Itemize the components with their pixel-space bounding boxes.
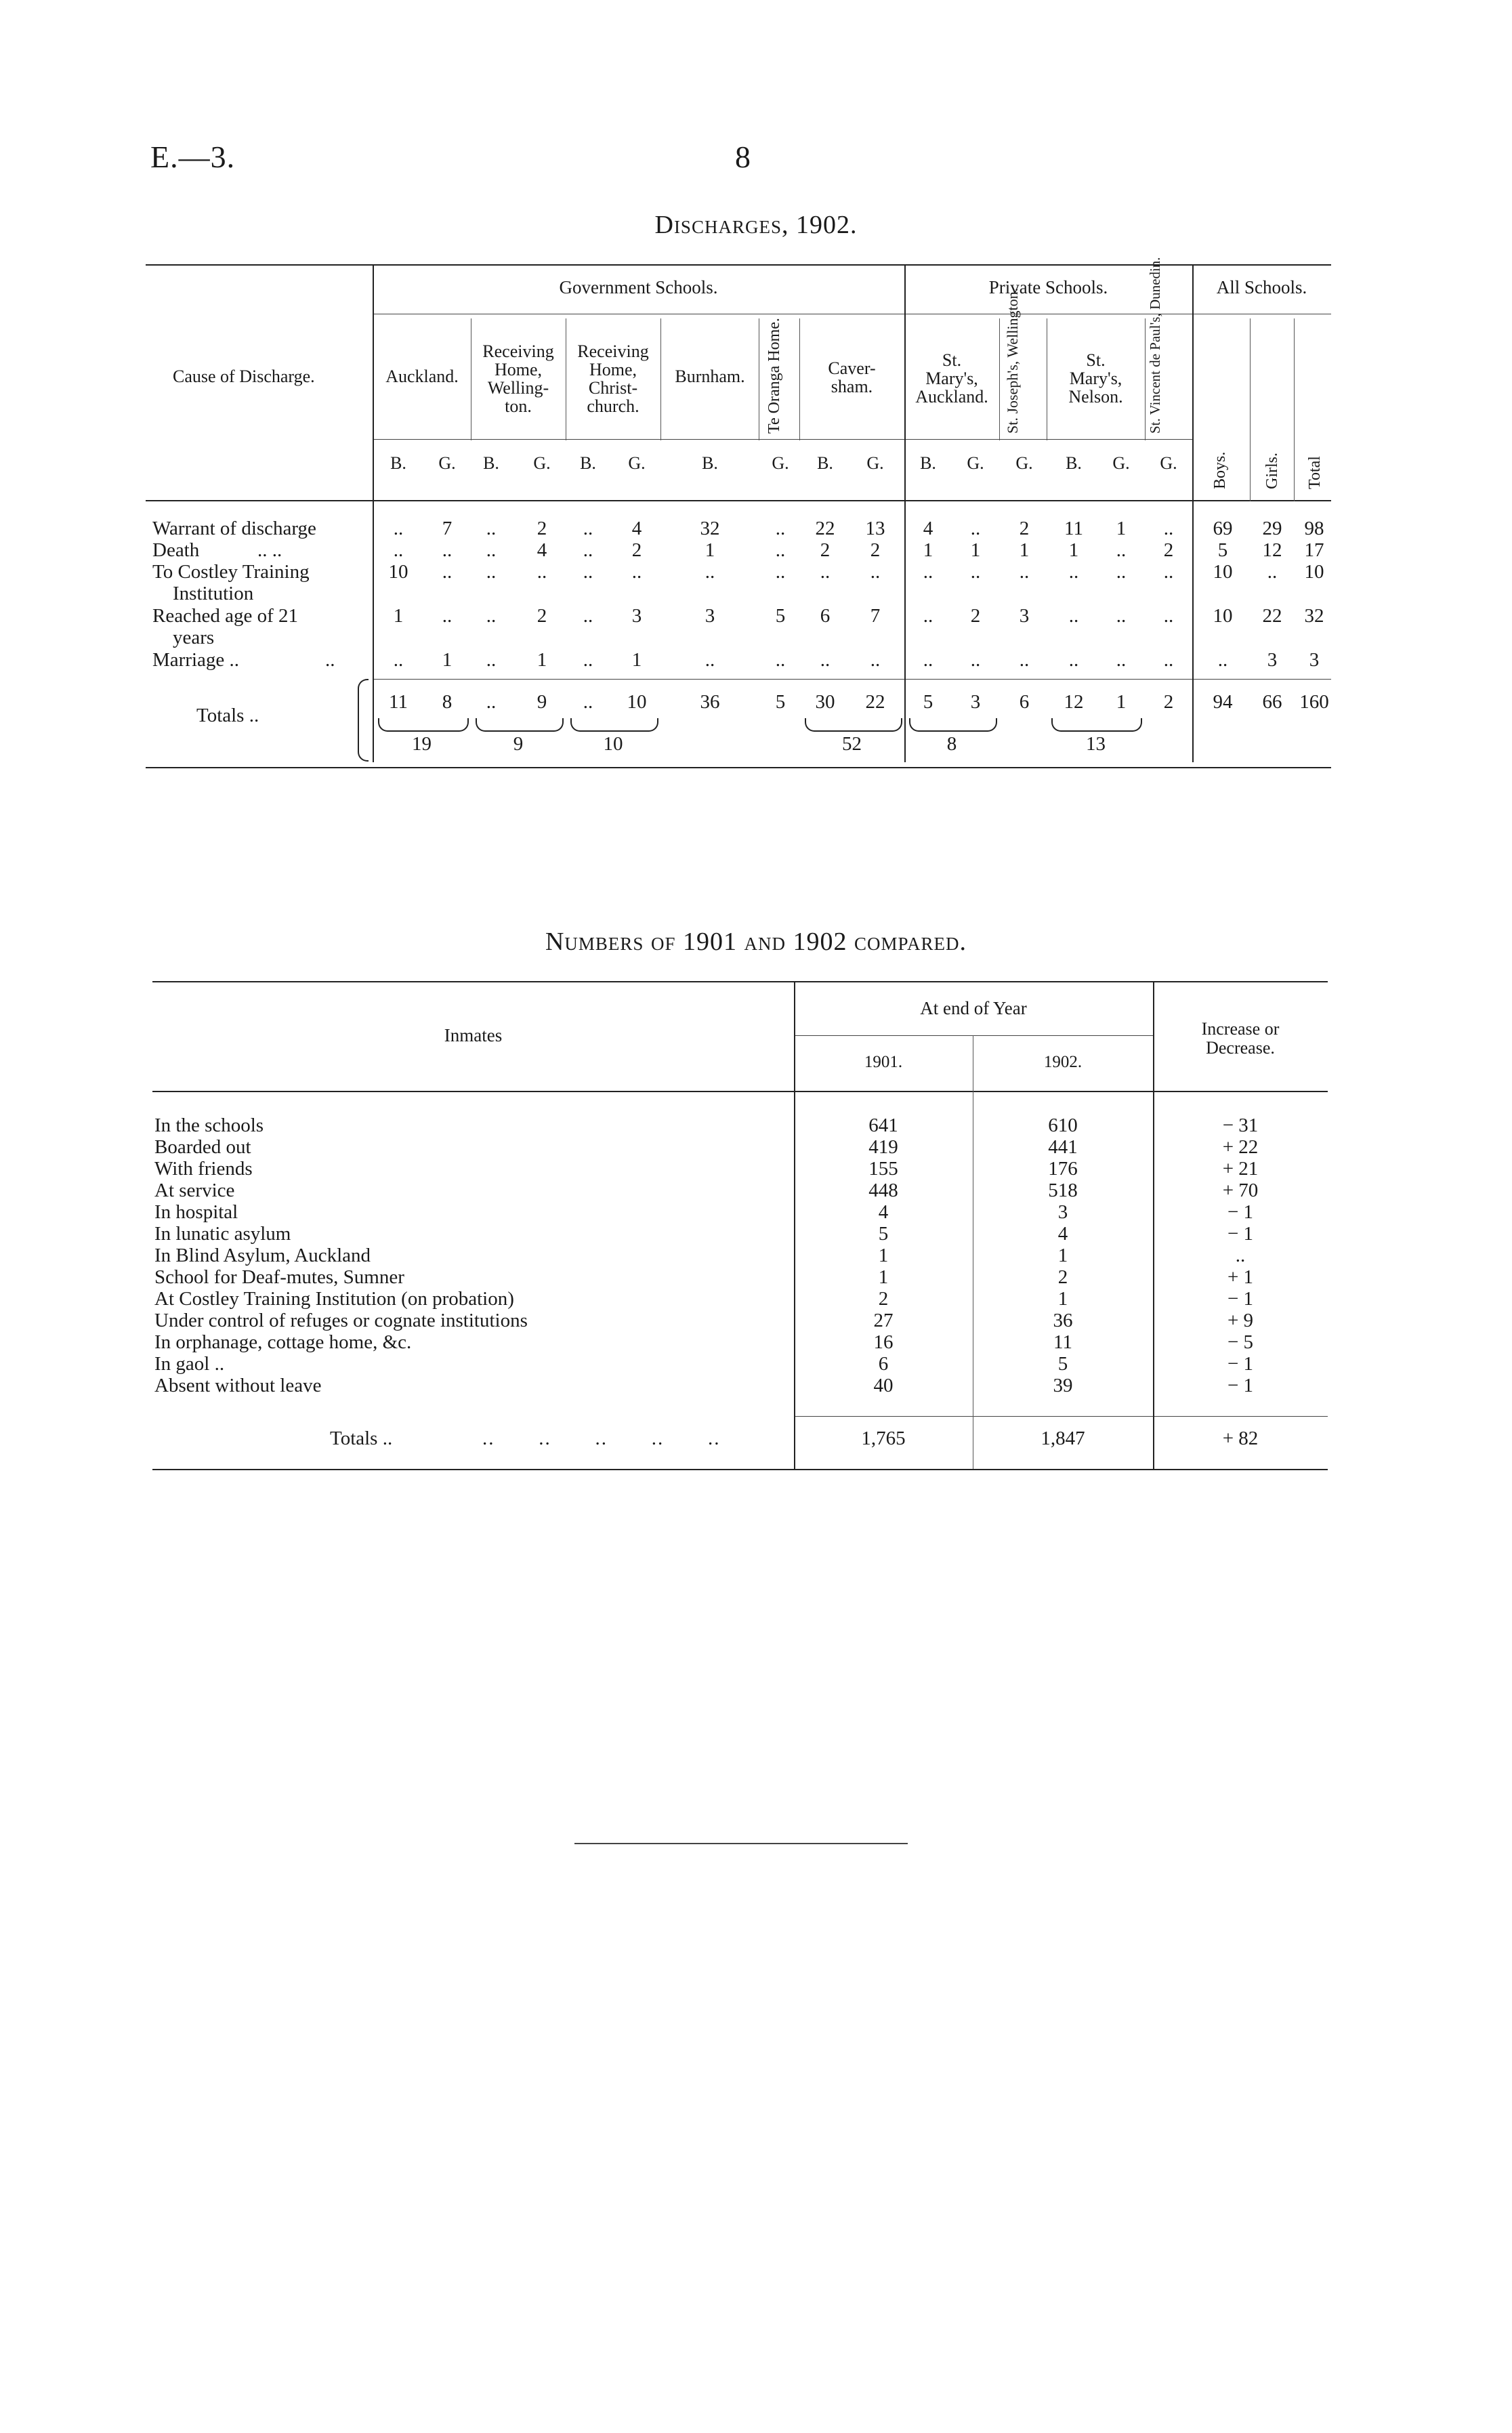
discharge-value-cell: 5 [775, 605, 786, 627]
discharge-value-cell: 2 [1163, 539, 1174, 561]
inmate-category-label: At service [154, 1180, 235, 1201]
discharge-cause-label: To Costley Training [152, 561, 310, 583]
discharge-value-cell: 7 [442, 518, 453, 539]
document-reference: E.—3. [150, 140, 236, 174]
column-girls: Girls. [1263, 453, 1281, 489]
value-1901: 155 [868, 1158, 898, 1180]
discharge-value-cell: .. [583, 518, 593, 539]
total-1901: 1,765 [861, 1428, 906, 1449]
page-number: 8 [735, 140, 751, 174]
discharge-value-cell: .. [583, 539, 593, 561]
discharge-value-cell: .. [923, 605, 933, 627]
discharge-value-cell: .. [486, 518, 497, 539]
inmate-category-label: Boarded out [154, 1136, 251, 1158]
at-end-of-year-header: At end of Year [920, 998, 1027, 1018]
sex-subheading: G. [628, 453, 646, 473]
discharge-value-cell: 3 [1019, 605, 1030, 627]
value-change: + 21 [1222, 1158, 1259, 1180]
value-1902: 441 [1048, 1136, 1078, 1158]
discharge-value-cell: .. [583, 561, 593, 583]
value-change: − 1 [1227, 1201, 1254, 1223]
sex-subheading: G. [1112, 453, 1130, 473]
discharge-value-cell: 10 [1304, 561, 1324, 583]
value-1902: 3 [1057, 1201, 1068, 1223]
subtotal-caversham: 52 [842, 733, 862, 755]
value-1902: 1 [1057, 1245, 1068, 1266]
inmate-category-label: School for Deaf-mutes, Sumner [154, 1266, 404, 1288]
subtotal-wellington: 9 [513, 733, 524, 755]
school-st-josephs-wellington: St. Joseph's, Wellington. [1004, 287, 1021, 434]
discharge-value-cell: .. [442, 539, 453, 561]
discharge-value-cell: .. [537, 561, 547, 583]
value-1901: 448 [868, 1180, 898, 1201]
school-te-oranga-home: Te Oranga Home. [765, 318, 783, 434]
bottom-rule [146, 767, 1331, 768]
comparison-totals-leader: .. .. .. .. .. [482, 1428, 721, 1449]
inmates-header: Inmates [444, 1025, 503, 1045]
inmate-category-label: At Costley Training Institution (on probation) [154, 1288, 514, 1310]
value-change: .. [1235, 1245, 1246, 1266]
discharge-value-cell: 5 [1217, 539, 1228, 561]
discharge-value-cell: .. [1116, 605, 1127, 627]
discharge-cause-label: Death [152, 539, 200, 561]
sex-subheading: B. [1066, 453, 1082, 473]
discharge-value-cell: .. [1116, 649, 1127, 671]
totals-brace [358, 679, 369, 762]
sex-subheading: G. [967, 453, 984, 473]
school-burnham: Burnham. [675, 367, 745, 386]
discharge-value-cell: .. [775, 518, 786, 539]
school-auckland: Auckland. [385, 367, 459, 386]
discharges-title: Discharges, 1902. [654, 211, 858, 239]
discharge-value-cell: .. [775, 649, 786, 671]
discharge-value-cell: 2 [870, 539, 881, 561]
discharge-value-cell: .. [1163, 518, 1174, 539]
value-1901: 641 [868, 1115, 898, 1136]
value-1902: 518 [1048, 1180, 1078, 1201]
value-1902: 4 [1057, 1223, 1068, 1245]
discharge-value-cell: 22 [815, 518, 835, 539]
cause-of-discharge-header: Cause of Discharge. [173, 367, 315, 386]
discharge-value-cell: 69 [1213, 518, 1233, 539]
header-bottom-rule [146, 500, 1331, 501]
discharge-value-cell: 6 [820, 605, 831, 627]
subtotal-auckland: 19 [412, 733, 432, 755]
discharge-value-cell: 32 [1304, 605, 1324, 627]
discharge-value-cell: .. [1163, 561, 1174, 583]
discharge-total-cell: 3 [970, 691, 981, 713]
discharge-total-cell: 5 [923, 691, 933, 713]
sex-subheading: G. [533, 453, 551, 473]
discharge-value-cell: 3 [705, 605, 715, 627]
discharge-value-cell: 1 [970, 539, 981, 561]
sex-subheading: G. [772, 453, 789, 473]
value-change: − 1 [1227, 1375, 1254, 1396]
sex-subheading: G. [1160, 453, 1177, 473]
discharge-value-cell: .. [1068, 561, 1079, 583]
discharge-value-cell: 2 [1019, 518, 1030, 539]
discharge-total-cell: 30 [815, 691, 835, 713]
discharge-value-cell: 98 [1304, 518, 1324, 539]
discharge-total-cell: 8 [442, 691, 453, 713]
discharge-value-cell: .. [970, 649, 981, 671]
value-change: − 1 [1227, 1288, 1254, 1310]
discharge-value-cell: .. [1019, 561, 1030, 583]
discharge-value-cell: .. [583, 605, 593, 627]
discharge-value-cell: .. [1068, 605, 1079, 627]
discharge-value-cell: 22 [1262, 605, 1282, 627]
discharge-value-cell: 4 [631, 518, 642, 539]
subhead-rule [373, 439, 1192, 440]
discharge-total-cell: 66 [1262, 691, 1282, 713]
value-change: − 5 [1227, 1331, 1254, 1353]
discharge-total-cell: 9 [537, 691, 547, 713]
discharge-value-cell: .. [820, 649, 831, 671]
school-st-marys-auckland: St. Mary's, Auckland. [915, 350, 988, 407]
discharge-cause-label: Reached age of 21 [152, 605, 298, 627]
subtotal-christchurch: 10 [603, 733, 623, 755]
subtotal-st-marys-nelson: 13 [1086, 733, 1106, 755]
discharge-value-cell: .. [486, 649, 497, 671]
discharge-total-cell: 94 [1213, 691, 1233, 713]
discharge-value-cell: .. [442, 561, 453, 583]
school-st-marys-nelson: St. Mary's, Nelson. [1068, 350, 1123, 407]
value-1902: 1 [1057, 1288, 1068, 1310]
value-change: + 1 [1227, 1266, 1254, 1288]
discharge-total-cell: 160 [1299, 691, 1329, 713]
discharge-value-cell: 2 [970, 605, 981, 627]
discharge-value-cell: 12 [1262, 539, 1282, 561]
value-1902: 2 [1057, 1266, 1068, 1288]
group-government-schools: Government Schools. [559, 277, 718, 297]
total-1902: 1,847 [1041, 1428, 1085, 1449]
discharge-cause-label-cont: .. [325, 649, 335, 671]
discharge-total-cell: .. [486, 691, 497, 713]
value-change: − 1 [1227, 1223, 1254, 1245]
discharge-value-cell: 10 [1213, 561, 1233, 583]
discharge-value-cell: 7 [870, 605, 881, 627]
column-boys: Boys. [1211, 451, 1229, 489]
discharge-value-cell: 17 [1304, 539, 1324, 561]
discharge-value-cell: .. [486, 539, 497, 561]
discharge-total-cell: 12 [1064, 691, 1084, 713]
inmate-category-label: In the schools [154, 1115, 264, 1136]
value-1901: 16 [873, 1331, 894, 1353]
discharge-value-cell: 1 [1116, 518, 1127, 539]
discharge-value-cell: .. [923, 649, 933, 671]
sex-subheading: G. [1015, 453, 1033, 473]
totals-rule [373, 679, 1331, 680]
discharge-value-cell: 1 [1068, 539, 1079, 561]
discharge-value-cell: .. [393, 539, 404, 561]
discharge-value-cell: .. [486, 561, 497, 583]
discharge-value-cell: .. [1116, 561, 1127, 583]
value-1901: 1 [878, 1245, 889, 1266]
discharge-value-cell: .. [870, 649, 881, 671]
sex-subheading: B. [920, 453, 936, 473]
discharge-value-cell: 1 [442, 649, 453, 671]
value-change: + 9 [1227, 1310, 1254, 1331]
discharge-value-cell: .. [486, 605, 497, 627]
discharge-value-cell: .. [631, 561, 642, 583]
discharge-cause-label-cont: .. .. [257, 539, 282, 561]
discharge-total-cell: 6 [1019, 691, 1030, 713]
year-1902-header: 1902. [1043, 1053, 1083, 1071]
value-1901: 2 [878, 1288, 889, 1310]
increase-decrease-header: Increase or Decrease. [1201, 1019, 1280, 1058]
discharge-value-cell: 32 [700, 518, 720, 539]
value-1902: 176 [1048, 1158, 1078, 1180]
discharge-value-cell: 4 [923, 518, 933, 539]
section-end-rule [574, 1843, 908, 1844]
discharge-cause-label-cont: years [173, 627, 215, 648]
value-1901: 27 [873, 1310, 894, 1331]
sex-subheading: B. [580, 453, 596, 473]
discharge-value-cell: 29 [1262, 518, 1282, 539]
discharge-value-cell: .. [1163, 649, 1174, 671]
discharge-value-cell: .. [923, 561, 933, 583]
school-receiving-home-christchurch: Receiving Home, Christ- church. [577, 341, 649, 416]
discharge-value-cell: 1 [1019, 539, 1030, 561]
discharge-value-cell: .. [583, 649, 593, 671]
value-1902: 36 [1053, 1310, 1073, 1331]
value-1901: 40 [873, 1375, 894, 1396]
discharge-value-cell: .. [970, 518, 981, 539]
value-1901: 4 [878, 1201, 889, 1223]
sex-subheading: B. [817, 453, 833, 473]
discharge-value-cell: .. [970, 561, 981, 583]
totals-label: Totals .. [196, 705, 259, 726]
discharge-value-cell: .. [1217, 649, 1228, 671]
discharge-value-cell: 10 [1213, 605, 1233, 627]
discharge-cause-label: Warrant of discharge [152, 518, 316, 539]
discharge-value-cell: 3 [1267, 649, 1278, 671]
inmate-category-label: In orphanage, cottage home, &c. [154, 1331, 412, 1353]
value-1902: 610 [1048, 1115, 1078, 1136]
discharge-value-cell: .. [1068, 649, 1079, 671]
discharge-value-cell: .. [1163, 605, 1174, 627]
value-1901: 1 [878, 1266, 889, 1288]
value-1901: 6 [878, 1353, 889, 1375]
inmate-category-label: Under control of refuges or cognate institutions [154, 1310, 528, 1331]
inmate-category-label: With friends [154, 1158, 253, 1180]
subtotal-st-marys-auckland: 8 [946, 733, 957, 755]
discharge-value-cell: .. [442, 605, 453, 627]
sex-subheading: B. [390, 453, 406, 473]
discharge-value-cell: 1 [537, 649, 547, 671]
total-change: + 82 [1222, 1428, 1259, 1449]
discharge-value-cell: 1 [923, 539, 933, 561]
value-1901: 419 [868, 1136, 898, 1158]
inmate-category-label: In Blind Asylum, Auckland [154, 1245, 371, 1266]
discharge-value-cell: 1 [705, 539, 715, 561]
discharge-value-cell: .. [775, 539, 786, 561]
inmate-category-label: In lunatic asylum [154, 1223, 291, 1245]
discharge-value-cell: 3 [1309, 649, 1320, 671]
discharge-value-cell: .. [820, 561, 831, 583]
discharge-total-cell: .. [583, 691, 593, 713]
school-st-vincent-de-pauls-dunedin: St. Vincent de Paul's, Dunedin. [1147, 257, 1163, 434]
value-change: + 22 [1222, 1136, 1259, 1158]
group-private-schools: Private Schools. [988, 277, 1108, 297]
inmate-category-label: In hospital [154, 1201, 238, 1223]
discharge-cause-label: Marriage .. [152, 649, 240, 671]
school-receiving-home-wellington: Receiving Home, Welling- ton. [482, 341, 554, 416]
sex-subheading: G. [438, 453, 456, 473]
value-change: − 31 [1222, 1115, 1259, 1136]
comparison-totals-label: Totals .. [330, 1428, 393, 1449]
discharge-value-cell: 10 [388, 561, 408, 583]
column-total: Total [1306, 456, 1324, 489]
value-1902: 39 [1053, 1375, 1073, 1396]
discharge-value-cell: .. [1019, 649, 1030, 671]
discharge-value-cell: 1 [631, 649, 642, 671]
sex-subheading: B. [702, 453, 718, 473]
discharge-value-cell: 2 [820, 539, 831, 561]
discharge-value-cell: 1 [393, 605, 404, 627]
discharge-value-cell: .. [1267, 561, 1278, 583]
discharge-value-cell: 3 [631, 605, 642, 627]
discharge-total-cell: 10 [627, 691, 647, 713]
discharge-value-cell: 2 [537, 518, 547, 539]
discharge-value-cell: .. [705, 649, 715, 671]
value-change: − 1 [1227, 1353, 1254, 1375]
year-1901-header: 1901. [864, 1053, 903, 1071]
discharge-value-cell: 11 [1064, 518, 1083, 539]
value-1901: 5 [878, 1223, 889, 1245]
group-all-schools: All Schools. [1216, 277, 1307, 297]
discharge-value-cell: 4 [537, 539, 547, 561]
sex-subheading: B. [483, 453, 499, 473]
value-change: + 70 [1222, 1180, 1259, 1201]
sex-subheading: G. [866, 453, 884, 473]
discharge-value-cell: 2 [631, 539, 642, 561]
comparison-title: Numbers of 1901 and 1902 compared. [545, 928, 967, 956]
discharge-cause-label-cont: Institution [173, 583, 254, 604]
discharge-total-cell: 11 [389, 691, 408, 713]
discharge-value-cell: .. [775, 561, 786, 583]
discharge-value-cell: 2 [537, 605, 547, 627]
value-1902: 11 [1053, 1331, 1072, 1353]
discharge-total-cell: 2 [1163, 691, 1174, 713]
discharge-value-cell: .. [393, 649, 404, 671]
discharge-value-cell: .. [1116, 539, 1127, 561]
discharge-value-cell: .. [870, 561, 881, 583]
discharge-total-cell: 1 [1116, 691, 1127, 713]
discharge-total-cell: 22 [865, 691, 885, 713]
school-caversham: Caver- sham. [828, 358, 876, 396]
discharge-value-cell: 13 [865, 518, 885, 539]
inmate-category-label: Absent without leave [154, 1375, 322, 1396]
discharge-total-cell: 36 [700, 691, 720, 713]
discharge-value-cell: .. [705, 561, 715, 583]
discharge-value-cell: .. [393, 518, 404, 539]
value-1902: 5 [1057, 1353, 1068, 1375]
inmate-category-label: In gaol .. [154, 1353, 225, 1375]
discharge-total-cell: 5 [775, 691, 786, 713]
